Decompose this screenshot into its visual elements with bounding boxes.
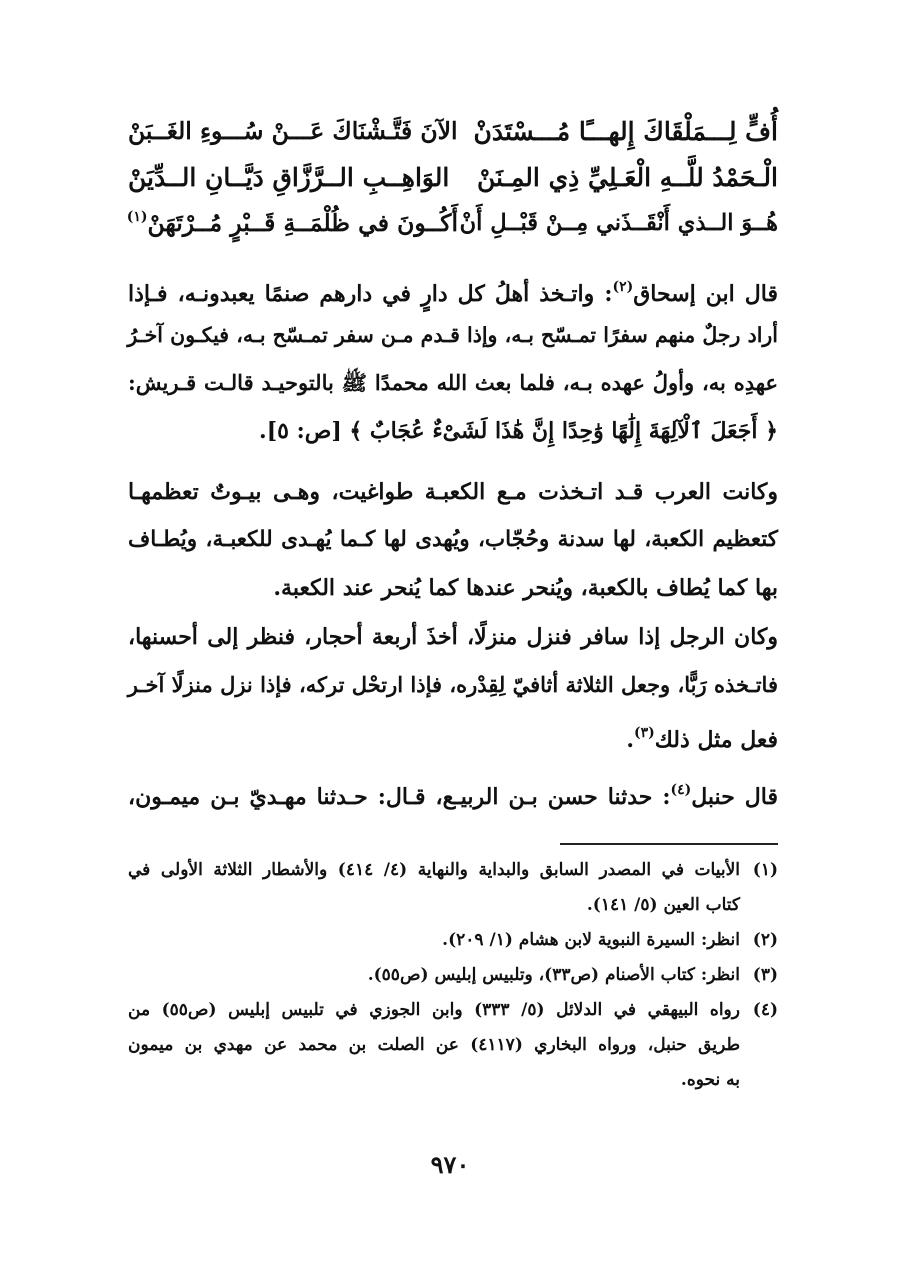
footnote-separator bbox=[560, 843, 778, 845]
poem-couplet bbox=[128, 200, 778, 246]
footnote-line: به نحوه. bbox=[680, 1070, 740, 1090]
text-line: وكان الرجل إذا سافر فنزل منزلًا، أخذَ أربعة أحجار، فنظر إلى أحسنها، bbox=[128, 624, 778, 650]
poem-couplet bbox=[128, 154, 778, 200]
text-segment: : حدثنا حسن بـن الربيـع، قـال: حـدثنا مهـديّ بـن ميمـون، bbox=[128, 784, 671, 810]
footnote-number: (٢) bbox=[752, 930, 778, 950]
text-segment: فعل مثل ذلك bbox=[654, 727, 778, 753]
text-line: كتعظيم الكعبة، لها سدنة وحُجّاب، ويُهدى لها كـما يُهـدى للكعبـة، ويُطـاف bbox=[128, 527, 778, 552]
footnote-text bbox=[128, 923, 740, 958]
poem-hemistich-second: الوَاهِــبِ الــرَّزَّاقِ دَيَّــانِ الــدِّيَنْ bbox=[128, 162, 450, 192]
poem-hemistich-first: الْـحَمْدُ للَّــهِ الْعَـلِيِّ ذِي المِـنَنْ bbox=[476, 162, 778, 192]
footnote-text bbox=[128, 958, 740, 993]
footnote-ref[interactable]: (٤) bbox=[670, 782, 692, 798]
footnote-number: (٣) bbox=[752, 965, 778, 985]
text-line: عهدِه به، وأولُ عهده بـه، فلما بعث الله محمدًا ﷺ بالتوحيـد قالـت قـريش: bbox=[128, 370, 778, 395]
text-line bbox=[128, 709, 778, 757]
footnote-number: (٤) bbox=[752, 1000, 778, 1020]
poem-hemistich-second bbox=[128, 209, 458, 237]
text-line: بها كما يُطاف بالكعبة، ويُنحر عندها كما يُنحر عند الكعبة. bbox=[273, 575, 778, 601]
footnote bbox=[128, 853, 778, 923]
footnote-ref[interactable]: (٣) bbox=[633, 725, 655, 741]
poem-hemistich-first: أُفٍّ لِـــمَلْقَاكَ إِلهـــًا مُـــسْتَدَنْ bbox=[473, 116, 778, 146]
page-number: ٩٧٠ bbox=[430, 1150, 470, 1179]
footnote-number: (١) bbox=[752, 860, 778, 880]
footnote-text bbox=[128, 853, 740, 923]
text-segment: : واتـخذ أهلُ كل دارٍ في دارهم صنمًا يعبدونـه، فـإذا bbox=[128, 281, 613, 307]
text-segment: قال حنبل bbox=[691, 784, 778, 810]
text-segment: قال ابن إسحاق bbox=[633, 281, 779, 307]
text-line: أراد رجلٌ منهم سفرًا تمـسّح بـه، وإذا قـدم مـن سفر تمـسّح بـه، فيكـون آخـرُ bbox=[127, 323, 778, 347]
footnote-line: الأبيات في المصدر السابق والبداية والنهاية (٤/ ٤١٤) والأشطار الثلاثة الأولى في bbox=[128, 860, 740, 880]
poem bbox=[128, 108, 778, 246]
footnote-line: طريق حنبل، ورواه البخاري (٤١١٧) عن الصلت بن محمد عن مهدي بن ميمون bbox=[128, 1035, 740, 1055]
footnote bbox=[128, 993, 778, 1098]
poem-hemistich-text: أَكُــونَ في ظُلْمَــةِ قَــبْرٍ مُــرْتَهَنْ bbox=[147, 209, 458, 237]
paragraph-3 bbox=[128, 613, 778, 757]
paragraph-1 bbox=[128, 263, 778, 455]
footnote bbox=[128, 958, 778, 993]
footnote-line: كتاب العين (٥/ ١٤١). bbox=[586, 895, 740, 915]
paragraph-2 bbox=[128, 468, 778, 612]
footnote bbox=[128, 923, 778, 958]
text-line: وكانت العرب قـد اتـخذت مـع الكعبـة طواغيت، وهـى بيـوتٌ تعظمهـا bbox=[128, 479, 778, 505]
text-line bbox=[128, 263, 778, 311]
quran-verse-line: ﴿ أَجَعَلَ ٱلْآلِهَةَ إِلَٰهًا وَٰحِدًا إِنَّ هَٰذَا لَشَىْءٌ عُجَابٌ ﴾ [ص: ٥]. bbox=[259, 418, 778, 444]
footnote-line: انظر: كتاب الأصنام (ص٣٣)، وتلبيس إبليس (ص٥٥). bbox=[367, 965, 740, 985]
poem-hemistich-second: الآنَ فَتَّـشْنَاكَ عَـــنْ سُـــوءِ الغَــبَنْ bbox=[128, 117, 458, 145]
text-line bbox=[128, 766, 778, 814]
footnote-line: رواه البيهقي في الدلائل (٥/ ٣٣٣) وابن الجوزي في تلبيس إبليس (ص٥٥) من bbox=[128, 1000, 740, 1020]
text-line: فاتـخذه رَبًّا، وجعل الثلاثة أثافيّ لِقِدْره، فإذا ارتحْل تركه، فإذا نزل منزلًا آخـر bbox=[127, 672, 778, 697]
poem-hemistich-first: هُــوَ الــذي أَنْقَــذَني مِــنْ قَبْــلِ أَنْ bbox=[459, 210, 778, 236]
paragraph-4 bbox=[128, 766, 778, 814]
footnote-text bbox=[128, 993, 740, 1098]
footnote-ref[interactable]: (١) bbox=[126, 209, 148, 225]
text-segment: . bbox=[626, 727, 634, 753]
footnote-line: انظر: السيرة النبوية لابن هشام (١/ ٢٠٩). bbox=[442, 930, 740, 950]
footnotes bbox=[128, 853, 778, 1098]
footnote-ref[interactable]: (٢) bbox=[612, 279, 634, 295]
poem-couplet bbox=[128, 108, 778, 154]
